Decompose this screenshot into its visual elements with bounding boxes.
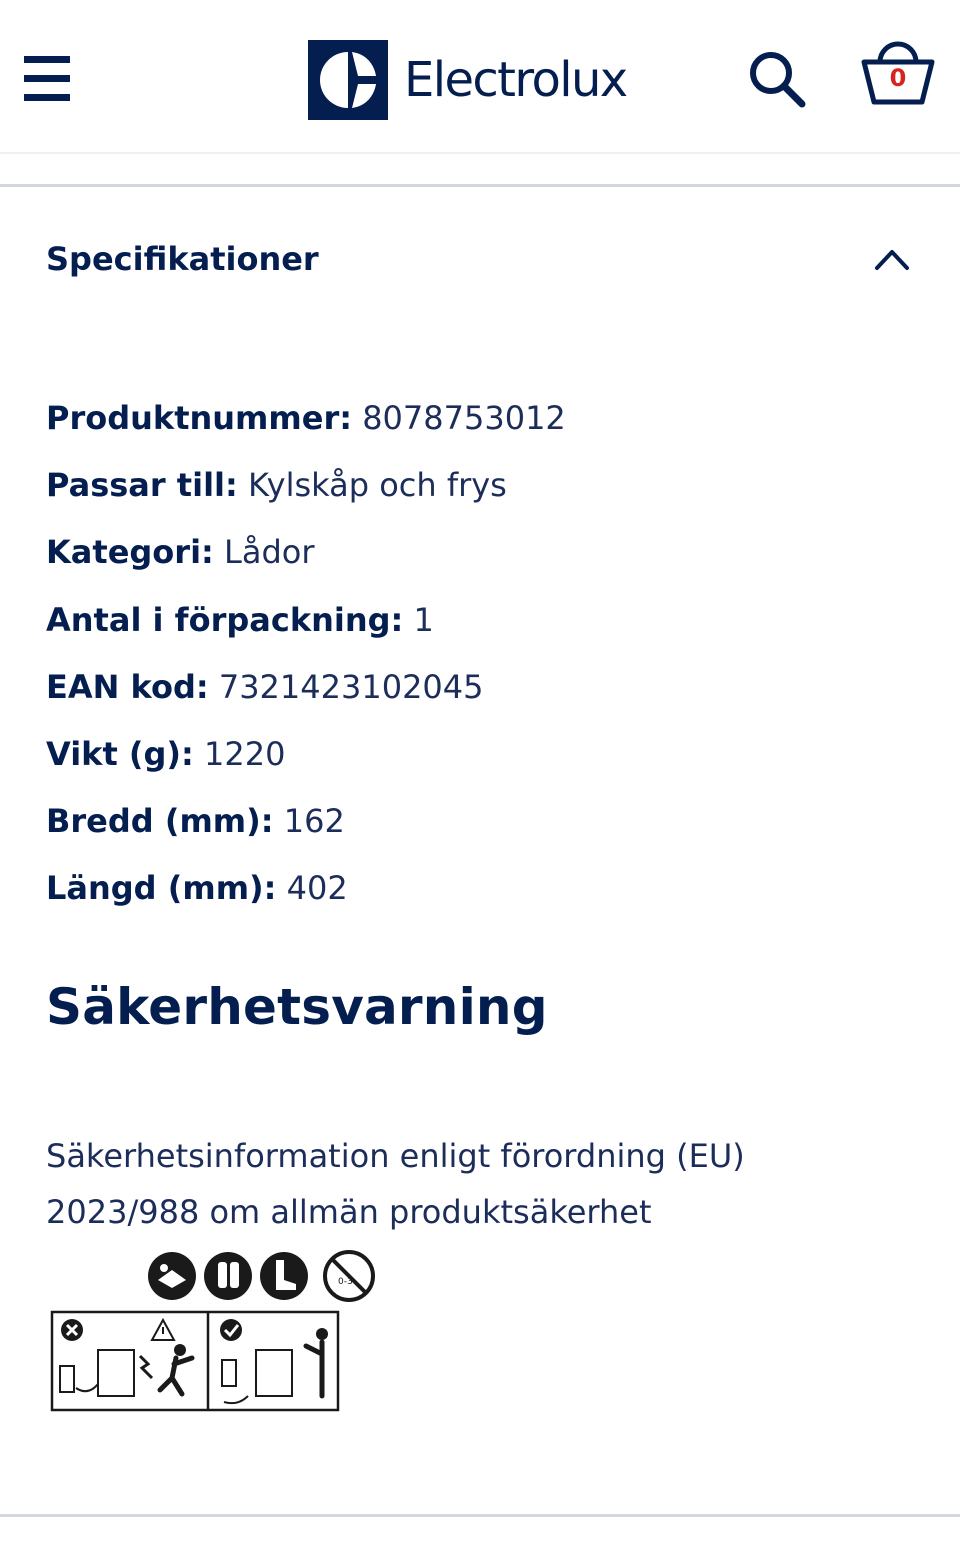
specifications-title: Specifikationer — [46, 240, 319, 278]
spec-label: Vikt (g): — [46, 734, 194, 773]
spec-label: Bredd (mm): — [46, 802, 274, 841]
spec-label: Antal i förpackning: — [46, 600, 404, 639]
spec-row-category — [46, 524, 926, 591]
safety-pictograms — [48, 1246, 388, 1416]
spec-label: Längd (mm): — [46, 869, 277, 908]
electrolux-logo[interactable] — [308, 40, 627, 120]
gloves-icon — [204, 1252, 252, 1300]
spec-label: Passar till: — [46, 466, 238, 505]
menu-line — [24, 75, 70, 82]
spec-value: 1 — [413, 600, 434, 639]
spec-row-ean — [46, 659, 926, 726]
brand-name: Electrolux — [404, 52, 627, 108]
spec-value: 8078753012 — [362, 399, 566, 437]
svg-text:0-3: 0-3 — [338, 1277, 353, 1287]
no-children-icon — [325, 1252, 373, 1300]
specifications-accordion-header[interactable] — [0, 220, 960, 300]
spec-row-weight — [46, 726, 926, 793]
read-manual-icon — [148, 1252, 196, 1300]
menu-line — [24, 94, 70, 101]
spec-row-length — [46, 860, 926, 927]
section-divider — [0, 184, 960, 187]
spec-row-pack-quantity — [46, 592, 926, 659]
spec-row-width — [46, 793, 926, 860]
site-header — [0, 0, 960, 154]
safety-warning-heading: Säkerhetsvarning — [46, 978, 548, 1036]
spec-row-product-number — [46, 390, 926, 457]
spec-label: Kategori: — [46, 533, 214, 572]
section-divider — [0, 1514, 960, 1517]
search-button[interactable] — [746, 48, 808, 110]
spec-value: Lådor — [224, 533, 315, 572]
safety-boots-icon — [260, 1252, 308, 1300]
chevron-up-icon[interactable] — [874, 244, 910, 274]
menu-line — [24, 56, 70, 63]
electrolux-logo-icon — [308, 40, 388, 120]
spec-value: 402 — [286, 869, 348, 908]
spec-value: 7321423102045 — [218, 667, 484, 706]
specifications-list — [46, 390, 926, 928]
hamburger-menu-button[interactable] — [24, 52, 72, 108]
search-icon — [746, 48, 808, 110]
spec-label: Produktnummer: — [46, 399, 353, 437]
spec-value: 1220 — [204, 734, 286, 773]
spec-label: EAN kod: — [46, 667, 209, 706]
spec-value: 162 — [283, 802, 345, 841]
spec-value: Kylskåp och frys — [247, 466, 507, 505]
safety-information-text: Säkerhetsinformation enligt förordning (EU) 2023/988 om allmän produktsäkerhet — [46, 1137, 745, 1231]
spec-row-fits — [46, 457, 926, 524]
cart-count-badge: 0 — [889, 64, 907, 92]
cart-button[interactable] — [858, 36, 938, 110]
